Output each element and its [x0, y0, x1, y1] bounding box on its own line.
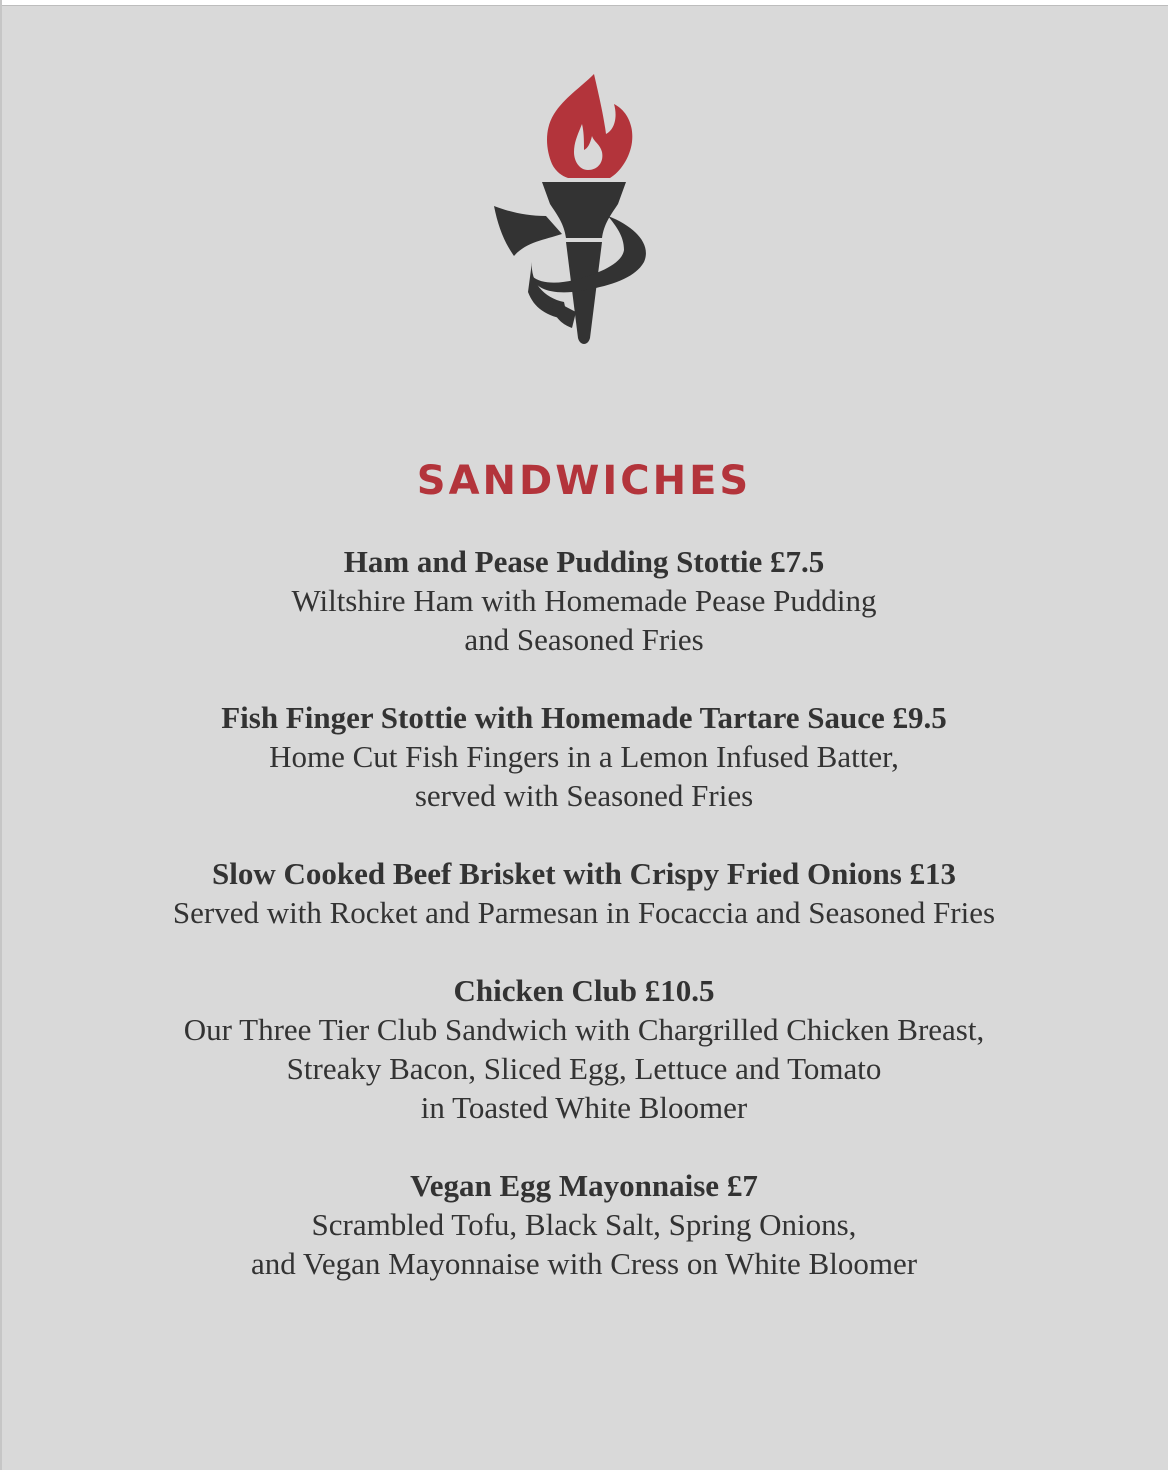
menu-item-description: Streaky Bacon, Sliced Egg, Lettuce and Tomato	[286, 1051, 882, 1086]
menu-item-title: Slow Cooked Beef Brisket with Crispy Fried Onions £13	[211, 856, 957, 891]
menu-item	[0, 698, 1168, 815]
menu-item-description: in Toasted White Bloomer	[420, 1090, 748, 1125]
menu-item-description: served with Seasoned Fries	[414, 778, 754, 813]
menu-item	[0, 854, 1168, 932]
menu-item-description: Our Three Tier Club Sandwich with Chargrilled Chicken Breast,	[183, 1012, 985, 1047]
menu-item-title: Chicken Club £10.5	[453, 973, 715, 1008]
top-border	[0, 0, 1168, 6]
menu-item-title: Vegan Egg Mayonnaise £7	[410, 1168, 758, 1203]
torch-icon	[484, 66, 664, 351]
menu-item-title: Ham and Pease Pudding Stottie £7.5	[343, 544, 825, 579]
menu-item-title: Fish Finger Stottie with Homemade Tartare Sauce £9.5	[221, 700, 947, 735]
menu-item-description: Wiltshire Ham with Homemade Pease Pudding	[291, 583, 877, 618]
menu-item-description: Scrambled Tofu, Black Salt, Spring Onions,	[311, 1207, 857, 1242]
torch-handle	[566, 242, 602, 344]
menu-list	[0, 542, 1168, 1322]
menu-item-description: Home Cut Fish Fingers in a Lemon Infused Batter,	[269, 739, 899, 774]
menu-item-description: and Vegan Mayonnaise with Cress on White Bloomer	[250, 1246, 918, 1281]
menu-item-description: and Seasoned Fries	[464, 622, 704, 657]
ribbon-left	[494, 206, 562, 256]
menu-item	[0, 1166, 1168, 1283]
section-title: SANDWICHES	[416, 458, 752, 504]
menu-item	[0, 971, 1168, 1127]
menu-item	[0, 542, 1168, 659]
menu-item-description: Served with Rocket and Parmesan in Focaccia and Seasoned Fries	[172, 895, 996, 930]
